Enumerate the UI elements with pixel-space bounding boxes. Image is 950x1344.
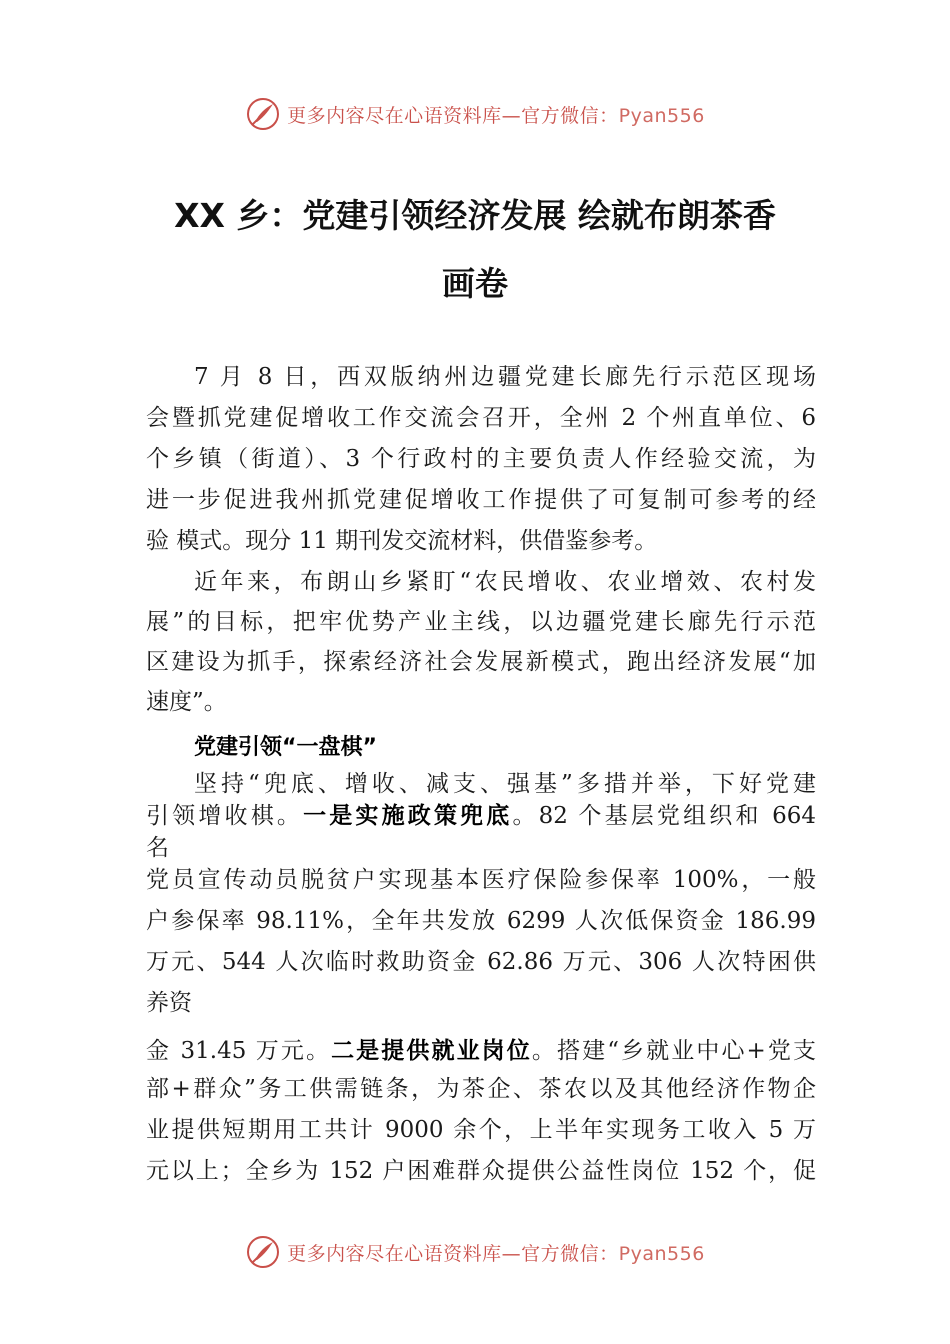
watermark-text: 更多内容尽在心语资料库—官方微信：Pyan556 — [287, 1242, 705, 1265]
paragraph-3-line: 名 — [146, 835, 169, 861]
paragraph-2-line: 近年来，布朗山乡紧盯“农民增收、农业增效、农村发 — [194, 569, 816, 595]
paragraph-1-line: 验 模式。现分 11 期刊发交流材料，供借鉴参考。 — [146, 528, 658, 554]
paragraph-3-line: 党员宣传动员脱贫户实现基本医疗保险参保率 100%，一般 — [146, 867, 816, 893]
document-title-line-1: XX 乡：党建引领经济发展 绘就布朗茶香 — [174, 196, 776, 235]
paragraph-3-line: 户参保率 98.11%，全年共发放 6299 人次低保资金 186.99 — [146, 908, 816, 934]
paragraph-3-line: 养资 — [146, 990, 192, 1016]
paragraph-1-line: 个乡镇（街道）、3 个行政村的主要负责人作经验交流，为 — [146, 446, 816, 472]
paragraph-4-line: 元以上；全乡为 152 户困难群众提供公益性岗位 152 个，促 — [146, 1158, 816, 1184]
paragraph-4-line: 部+群众”务工供需链条，为茶企、茶农以及其他经济作物企 — [146, 1076, 816, 1102]
footer-watermark — [0, 1232, 950, 1272]
header-watermark — [0, 94, 950, 134]
paragraph-4-line: 业提供短期用工共计 9000 余个，上半年实现务工收入 5 万 — [146, 1117, 816, 1143]
paragraph-2-line: 区建设为抓手，探索经济社会发展新模式，跑出经济发展“加 — [146, 649, 816, 675]
feather-logo-icon — [245, 96, 281, 132]
paragraph-1-line: 会暨抓党建促增收工作交流会召开，全州 2 个州直单位、6 — [146, 405, 816, 431]
paragraph-3-line: 坚持“兜底、增收、减支、强基”多措并举，下好党建 — [194, 771, 816, 797]
watermark-text: 更多内容尽在心语资料库—官方微信：Pyan556 — [287, 104, 705, 127]
paragraph-3-line: 万元、544 人次临时救助资金 62.86 万元、306 人次特困供 — [146, 949, 816, 975]
paragraph-1-line: 7 月 8 日，西双版纳州边疆党建长廊先行示范区现场 — [194, 364, 816, 390]
paragraph-4-line: 金 31.45 万元。二是提供就业岗位。搭建“乡就业中心+党支 — [146, 1038, 817, 1064]
paragraph-3-line: 引领增收棋。一是实施政策兜底。82 个基层党组织和 664 — [146, 803, 817, 829]
section-heading: 党建引领“一盘棋” — [194, 735, 377, 760]
bold-point-one: 一是实施政策兜底 — [303, 803, 513, 829]
bold-point-two: 二是提供就业岗位 — [331, 1038, 532, 1064]
paragraph-2-line: 速度”。 — [146, 689, 227, 715]
document-title-line-2: 画卷 — [442, 264, 508, 303]
feather-logo-icon — [245, 1234, 281, 1270]
paragraph-1-line: 进一步促进我州抓党建促增收工作提供了可复制可参考的经 — [146, 487, 816, 513]
paragraph-2-line: 展”的目标，把牢优势产业主线，以边疆党建长廊先行示范 — [146, 609, 816, 635]
